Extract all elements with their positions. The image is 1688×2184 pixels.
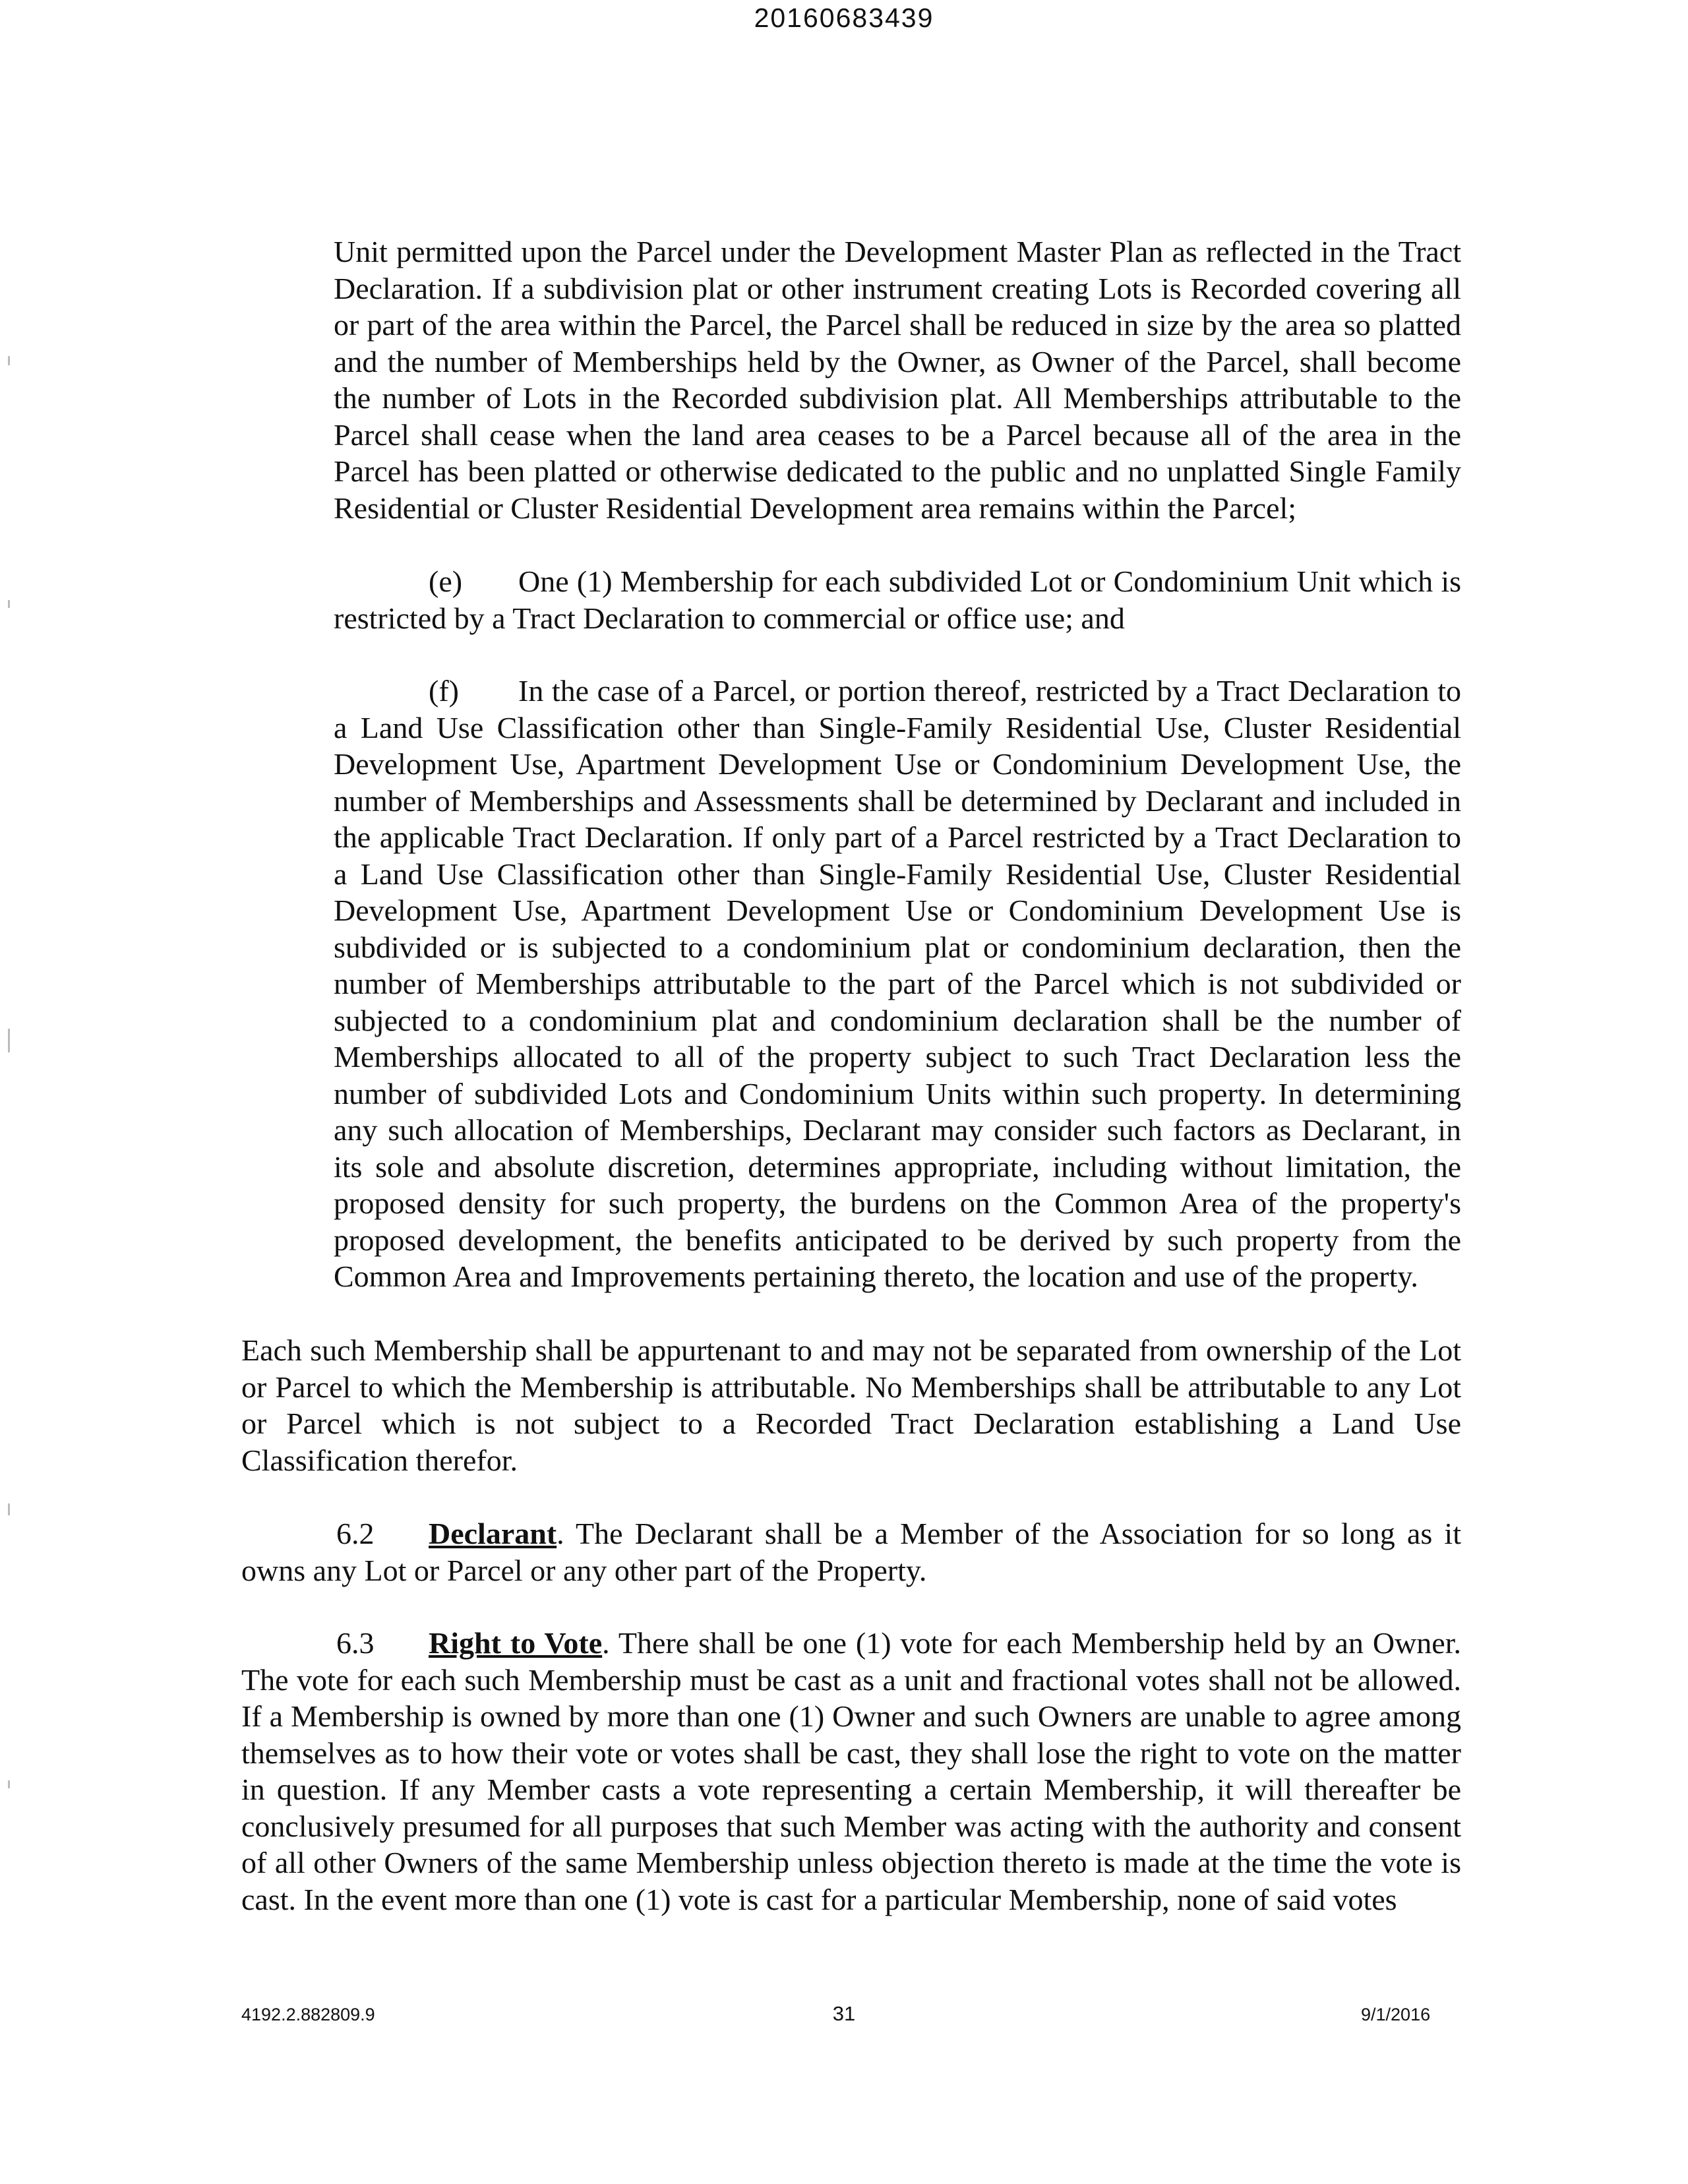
item-e-paragraph xyxy=(334,563,1461,636)
scan-margin-mark xyxy=(8,1503,10,1515)
section-6-3-text: . There shall be one (1) vote for each Membership held by an Owner. The vote for each such Membership must be cast as a unit and fractional votes shall not be allowed. If a Membership is owned by more than one (1) Owner and such Owners are unable to agree among themselves as to how their vote or votes shall be cast, they shall lose the right to vote on the matter in question. If any Member casts a vote representing a certain Membership, it will thereafter be conclusively presumed for all purposes that such Member was acting with the authority and consent of all other Owners of the same Membership unless objection thereto is made at the time the vote is cast. In the event more than one (1) vote is cast for a particular Membership, none of said votes xyxy=(241,1626,1461,1916)
section-6-2-text: . The Declarant shall be a Member of the Association for so long as it owns any Lot or Parcel or any other part of the Property. xyxy=(241,1517,1461,1587)
scan-margin-mark xyxy=(8,1029,10,1052)
section-6-3-number: 6.3 xyxy=(336,1626,375,1660)
item-f-text: In the case of a Parcel, or portion thereof, restricted by a Tract Declaration to a Land Use Classification other than Single-Family Residential Use, Cluster Residential Development Use, Apartment Development Use or Condominium Development Use, the number of Memberships and Assessments shall be determined by Declarant and included in the applicable Tract Declaration. If only part of a Parcel restricted by a Tract Declaration to a Land Use Classification other than Single-Family Residential Use, Cluster Residential Development Use, Apartment Development Use or Condominium Development Use is subdivided or is subjected to a condominium plat or condominium declaration, then the number of Memberships attributable to the part of the Parcel which is not subdivided or subjected to a condominium plat and condominium declaration shall be the number of Memberships allocated to all of the property subject to such Tract Declaration less the number of subdivided Lots and Condominium Units within such property. In determining any such allocation of Memberships, Declarant may consider such factors as Declarant, in its sole and absolute discretion, determines appropriate, including without limitation, the proposed density for such property, the burdens on the Common Area of the property's proposed development, the benefits anticipated to be derived by such property from the Common Area and Improvements pertaining thereto, the location and use of the property. xyxy=(334,674,1461,1293)
recording-number: 20160683439 xyxy=(754,3,934,33)
scan-margin-mark xyxy=(8,356,10,365)
section-6-2-number: 6.2 xyxy=(336,1517,375,1550)
footer-page-number: 31 xyxy=(832,2002,856,2025)
scan-margin-mark xyxy=(8,1780,10,1788)
item-e-label: (e) xyxy=(429,564,463,598)
item-f-paragraph xyxy=(334,673,1461,1295)
section-6-3-heading: Right to Vote xyxy=(429,1626,603,1660)
continuation-paragraph xyxy=(334,233,1461,526)
appurtenant-paragraph xyxy=(241,1332,1461,1478)
appurtenant-text: Each such Membership shall be appurtenant to and may not be separated from ownership of the Lot or Parcel to which the Membership is attributable. No Memberships shall be attributable to any Lot or Parcel which is not subject to a Recorded Tract Declaration establishing a Land Use Classification therefor. xyxy=(241,1333,1461,1477)
footer-date: 9/1/2016 xyxy=(1361,2005,1431,2024)
section-6-2-heading: Declarant xyxy=(429,1517,557,1550)
section-6-2 xyxy=(241,1515,1461,1589)
item-e-text: One (1) Membership for each subdivided Lot or Condominium Unit which is restricted by a Tract Declaration to commercial or office use; and xyxy=(334,564,1461,635)
section-6-3 xyxy=(241,1625,1461,1918)
scan-margin-mark xyxy=(8,600,10,608)
item-f-label: (f) xyxy=(429,674,459,708)
footer-document-id: 4192.2.882809.9 xyxy=(241,2005,375,2024)
continuation-text: Unit permitted upon the Parcel under the Development Master Plan as reflected in the Tract Declaration. If a subdivision plat or other instrument creating Lots is Recorded covering all or part of the area within the Parcel, the Parcel shall be reduced in size by the area so platted and the number of Memberships held by the Owner, as Owner of the Parcel, shall become the number of Lots in the Recorded subdivision plat. All Memberships attributable to the Parcel shall cease when the land area ceases to be a Parcel because all of the area in the Parcel has been platted or otherwise dedicated to the public and no unplatted Single Family Residential or Cluster Residential Development area remains within the Parcel; xyxy=(334,235,1461,525)
